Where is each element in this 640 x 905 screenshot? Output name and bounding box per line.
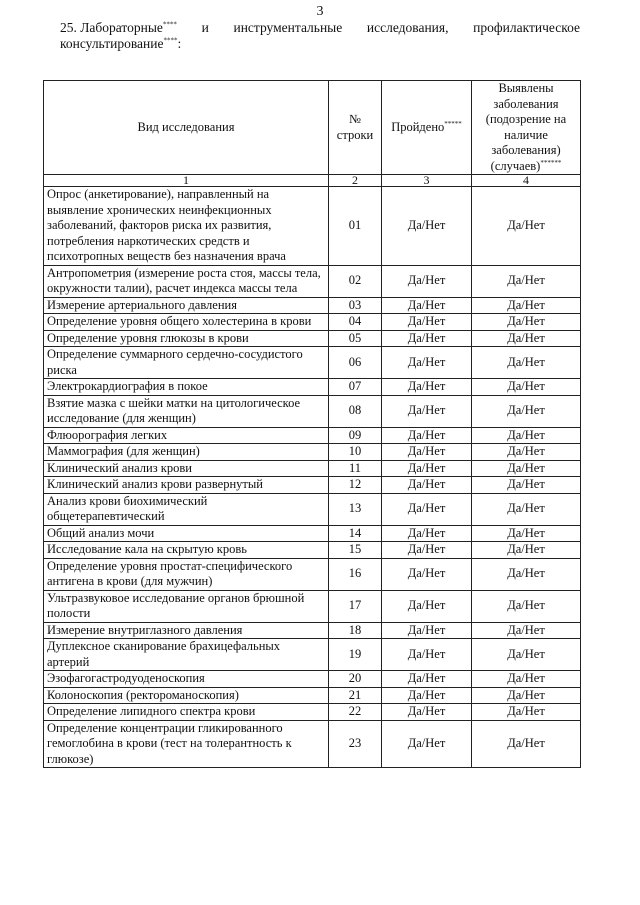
row-number: 09 bbox=[329, 427, 382, 444]
header-row-number: № строки bbox=[329, 81, 382, 175]
table-row bbox=[44, 460, 581, 477]
section-heading-line2: консультирование****: bbox=[60, 36, 182, 51]
header-passed: Пройдено***** bbox=[382, 81, 472, 175]
examination-name: Измерение внутриглазного давления bbox=[44, 622, 329, 639]
table-row bbox=[44, 687, 581, 704]
detected-value: Да/Нет bbox=[472, 477, 581, 494]
footnote-marker: **** bbox=[163, 36, 178, 45]
table-row bbox=[44, 590, 581, 622]
section-title-word: и bbox=[201, 20, 209, 35]
detected-value: Да/Нет bbox=[472, 330, 581, 347]
detected-value: Да/Нет bbox=[472, 444, 581, 461]
detected-value: Да/Нет bbox=[472, 720, 581, 768]
row-number: 03 bbox=[329, 297, 382, 314]
section-heading-line1 bbox=[60, 20, 580, 36]
examination-name: Определение уровня глюкозы в крови bbox=[44, 330, 329, 347]
detected-value: Да/Нет bbox=[472, 704, 581, 721]
row-number: 14 bbox=[329, 525, 382, 542]
row-number: 11 bbox=[329, 460, 382, 477]
table-row bbox=[44, 525, 581, 542]
row-number: 04 bbox=[329, 314, 382, 331]
examination-name: Дуплексное сканирование брахицефальных артерий bbox=[44, 639, 329, 671]
examination-name: Анализ крови биохимический общетерапевтический bbox=[44, 493, 329, 525]
section-title-word: инструментальные bbox=[233, 20, 343, 35]
passed-value: Да/Нет bbox=[382, 622, 472, 639]
row-number: 16 bbox=[329, 558, 382, 590]
examination-name: Ультразвуковое исследование органов брюшной полости bbox=[44, 590, 329, 622]
row-number: 10 bbox=[329, 444, 382, 461]
passed-value: Да/Нет bbox=[382, 542, 472, 559]
passed-value: Да/Нет bbox=[382, 379, 472, 396]
table-row bbox=[44, 493, 581, 525]
section-title-word: профилактическое bbox=[473, 20, 580, 35]
examination-name: Эзофагогастродуоденоскопия bbox=[44, 671, 329, 688]
passed-value: Да/Нет bbox=[382, 525, 472, 542]
passed-value: Да/Нет bbox=[382, 265, 472, 297]
passed-value: Да/Нет bbox=[382, 558, 472, 590]
passed-value: Да/Нет bbox=[382, 347, 472, 379]
examination-name: Клинический анализ крови развернутый bbox=[44, 477, 329, 494]
passed-value: Да/Нет bbox=[382, 477, 472, 494]
row-number: 15 bbox=[329, 542, 382, 559]
column-number: 2 bbox=[329, 175, 382, 187]
row-number: 12 bbox=[329, 477, 382, 494]
detected-value: Да/Нет bbox=[472, 493, 581, 525]
table-row bbox=[44, 187, 581, 266]
detected-value: Да/Нет bbox=[472, 265, 581, 297]
examination-name: Колоноскопия (ректороманоскопия) bbox=[44, 687, 329, 704]
row-number: 08 bbox=[329, 395, 382, 427]
table-row bbox=[44, 558, 581, 590]
examination-name: Определение уровня общего холестерина в крови bbox=[44, 314, 329, 331]
passed-value: Да/Нет bbox=[382, 330, 472, 347]
examination-name: Общий анализ мочи bbox=[44, 525, 329, 542]
detected-value: Да/Нет bbox=[472, 671, 581, 688]
row-number: 07 bbox=[329, 379, 382, 396]
header-diseases-detected: Выявлены заболевания (подозрение на наличие заболевания) (случаев)****** bbox=[472, 81, 581, 175]
column-number: 4 bbox=[472, 175, 581, 187]
footnote-marker: ***** bbox=[444, 119, 462, 128]
column-number: 3 bbox=[382, 175, 472, 187]
detected-value: Да/Нет bbox=[472, 187, 581, 266]
passed-value: Да/Нет bbox=[382, 187, 472, 266]
passed-value: Да/Нет bbox=[382, 460, 472, 477]
section-title-word: исследования, bbox=[366, 20, 449, 35]
section-title-start: 25. Лабораторные**** bbox=[60, 20, 177, 35]
detected-value: Да/Нет bbox=[472, 590, 581, 622]
examination-name: Клинический анализ крови bbox=[44, 460, 329, 477]
table-row bbox=[44, 427, 581, 444]
examination-name: Маммография (для женщин) bbox=[44, 444, 329, 461]
row-number: 17 bbox=[329, 590, 382, 622]
passed-value: Да/Нет bbox=[382, 639, 472, 671]
table-row bbox=[44, 704, 581, 721]
section-heading bbox=[60, 20, 580, 52]
table-row bbox=[44, 347, 581, 379]
examination-name: Определение липидного спектра крови bbox=[44, 704, 329, 721]
detected-value: Да/Нет bbox=[472, 542, 581, 559]
table-row bbox=[44, 622, 581, 639]
row-number: 02 bbox=[329, 265, 382, 297]
detected-value: Да/Нет bbox=[472, 558, 581, 590]
passed-value: Да/Нет bbox=[382, 671, 472, 688]
detected-value: Да/Нет bbox=[472, 314, 581, 331]
row-number: 21 bbox=[329, 687, 382, 704]
table-row bbox=[44, 379, 581, 396]
page-number: 3 bbox=[316, 4, 324, 19]
row-number: 22 bbox=[329, 704, 382, 721]
examination-name: Определение уровня простат-специфического антигена в крови (для мужчин) bbox=[44, 558, 329, 590]
detected-value: Да/Нет bbox=[472, 395, 581, 427]
passed-value: Да/Нет bbox=[382, 704, 472, 721]
table-row bbox=[44, 720, 581, 768]
row-number: 23 bbox=[329, 720, 382, 768]
table-row bbox=[44, 395, 581, 427]
examination-name: Антропометрия (измерение роста стоя, массы тела, окружности талии), расчет индекса массы тела bbox=[44, 265, 329, 297]
table-header-row bbox=[44, 81, 581, 175]
row-number: 18 bbox=[329, 622, 382, 639]
passed-value: Да/Нет bbox=[382, 444, 472, 461]
passed-value: Да/Нет bbox=[382, 427, 472, 444]
passed-value: Да/Нет bbox=[382, 687, 472, 704]
table-row bbox=[44, 542, 581, 559]
passed-value: Да/Нет bbox=[382, 720, 472, 768]
table-row bbox=[44, 477, 581, 494]
examination-name: Взятие мазка с шейки матки на цитологическое исследование (для женщин) bbox=[44, 395, 329, 427]
passed-value: Да/Нет bbox=[382, 314, 472, 331]
table-row bbox=[44, 444, 581, 461]
header-examination-type: Вид исследования bbox=[44, 81, 329, 175]
footnote-marker: ****** bbox=[540, 158, 562, 167]
examination-name: Определение суммарного сердечно-сосудистого риска bbox=[44, 347, 329, 379]
row-number: 06 bbox=[329, 347, 382, 379]
detected-value: Да/Нет bbox=[472, 687, 581, 704]
passed-value: Да/Нет bbox=[382, 297, 472, 314]
passed-value: Да/Нет bbox=[382, 395, 472, 427]
row-number: 05 bbox=[329, 330, 382, 347]
row-number: 20 bbox=[329, 671, 382, 688]
passed-value: Да/Нет bbox=[382, 590, 472, 622]
examination-name: Опрос (анкетирование), направленный на выявление хронических неинфекционных заболеваний, факторов риска их развития, потребления наркотических средств и психотропных веществ без назначения врача bbox=[44, 187, 329, 266]
footnote-marker: **** bbox=[162, 20, 177, 29]
detected-value: Да/Нет bbox=[472, 622, 581, 639]
column-number: 1 bbox=[44, 175, 329, 187]
table-row bbox=[44, 314, 581, 331]
examination-name: Определение концентрации гликированного гемоглобина в крови (тест на толерантность к глюкозе) bbox=[44, 720, 329, 768]
row-number: 19 bbox=[329, 639, 382, 671]
column-number-row bbox=[44, 175, 581, 187]
examination-name: Исследование кала на скрытую кровь bbox=[44, 542, 329, 559]
table-row bbox=[44, 671, 581, 688]
detected-value: Да/Нет bbox=[472, 639, 581, 671]
detected-value: Да/Нет bbox=[472, 525, 581, 542]
passed-value: Да/Нет bbox=[382, 493, 472, 525]
detected-value: Да/Нет bbox=[472, 347, 581, 379]
examination-name: Флюорография легких bbox=[44, 427, 329, 444]
detected-value: Да/Нет bbox=[472, 379, 581, 396]
detected-value: Да/Нет bbox=[472, 460, 581, 477]
table-row bbox=[44, 297, 581, 314]
examination-name: Электрокардиография в покое bbox=[44, 379, 329, 396]
detected-value: Да/Нет bbox=[472, 427, 581, 444]
table-row bbox=[44, 330, 581, 347]
examinations-table bbox=[43, 80, 581, 768]
examination-name: Измерение артериального давления bbox=[44, 297, 329, 314]
table-row bbox=[44, 639, 581, 671]
table-row bbox=[44, 265, 581, 297]
detected-value: Да/Нет bbox=[472, 297, 581, 314]
row-number: 13 bbox=[329, 493, 382, 525]
row-number: 01 bbox=[329, 187, 382, 266]
